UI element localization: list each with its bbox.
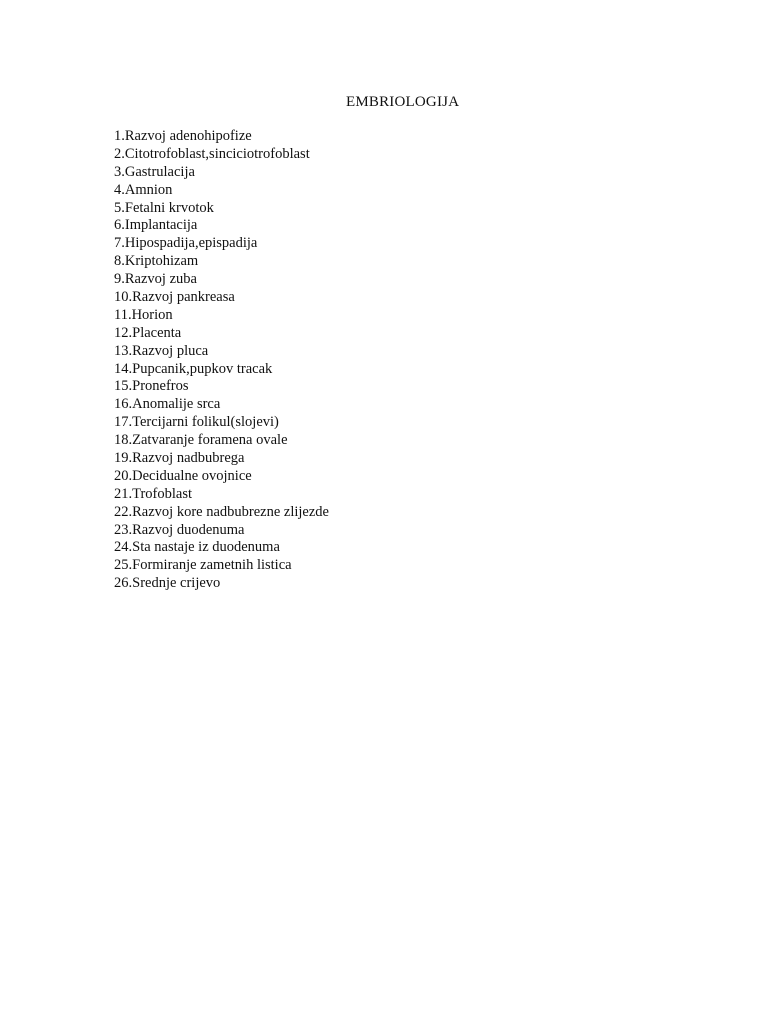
list-item: 5.Fetalni krvotok xyxy=(114,199,214,216)
list-item: 15.Pronefros xyxy=(114,378,189,395)
list-item: 13.Razvoj pluca xyxy=(114,342,209,359)
list-item: 22.Razvoj kore nadbubrezne zlijezde xyxy=(114,503,329,520)
list-item: 17.Tercijarni folikul(slojevi) xyxy=(114,414,279,431)
list-item: 8.Kriptohizam xyxy=(114,253,199,270)
list-item: 4.Amnion xyxy=(114,181,173,198)
list-item: 9.Razvoj zuba xyxy=(114,271,197,288)
list-item: 24.Sta nastaje iz duodenuma xyxy=(114,539,280,556)
list-item: 10.Razvoj pankreasa xyxy=(114,289,235,306)
list-item: 25.Formiranje zametnih listica xyxy=(114,557,292,574)
list-item: 26.Srednje crijevo xyxy=(114,575,221,592)
list-item: 7.Hipospadija,epispadija xyxy=(114,235,258,252)
list-item: 19.Razvoj nadbubrega xyxy=(114,450,245,467)
list-item: 20.Decidualne ovojnice xyxy=(114,467,252,484)
list-item: 2.Citotrofoblast,sinciciotrofoblast xyxy=(114,145,310,162)
list-item: 3.Gastrulacija xyxy=(114,163,195,180)
list-item: 14.Pupcanik,pupkov tracak xyxy=(114,360,273,377)
list-item: 12.Placenta xyxy=(114,324,182,341)
list-item: 11.Horion xyxy=(114,306,173,323)
list-item: 23.Razvoj duodenuma xyxy=(114,521,245,538)
list-item: 18.Zatvaranje foramena ovale xyxy=(114,432,288,449)
list-item: 1.Razvoj adenohipofize xyxy=(114,128,252,144)
topic-list xyxy=(114,128,329,593)
list-item: 16.Anomalije srca xyxy=(114,396,221,413)
list-item: 21.Trofoblast xyxy=(114,485,193,502)
list-item: 6.Implantacija xyxy=(114,217,198,234)
document-title: EMBRIOLOGIJA xyxy=(346,94,460,110)
